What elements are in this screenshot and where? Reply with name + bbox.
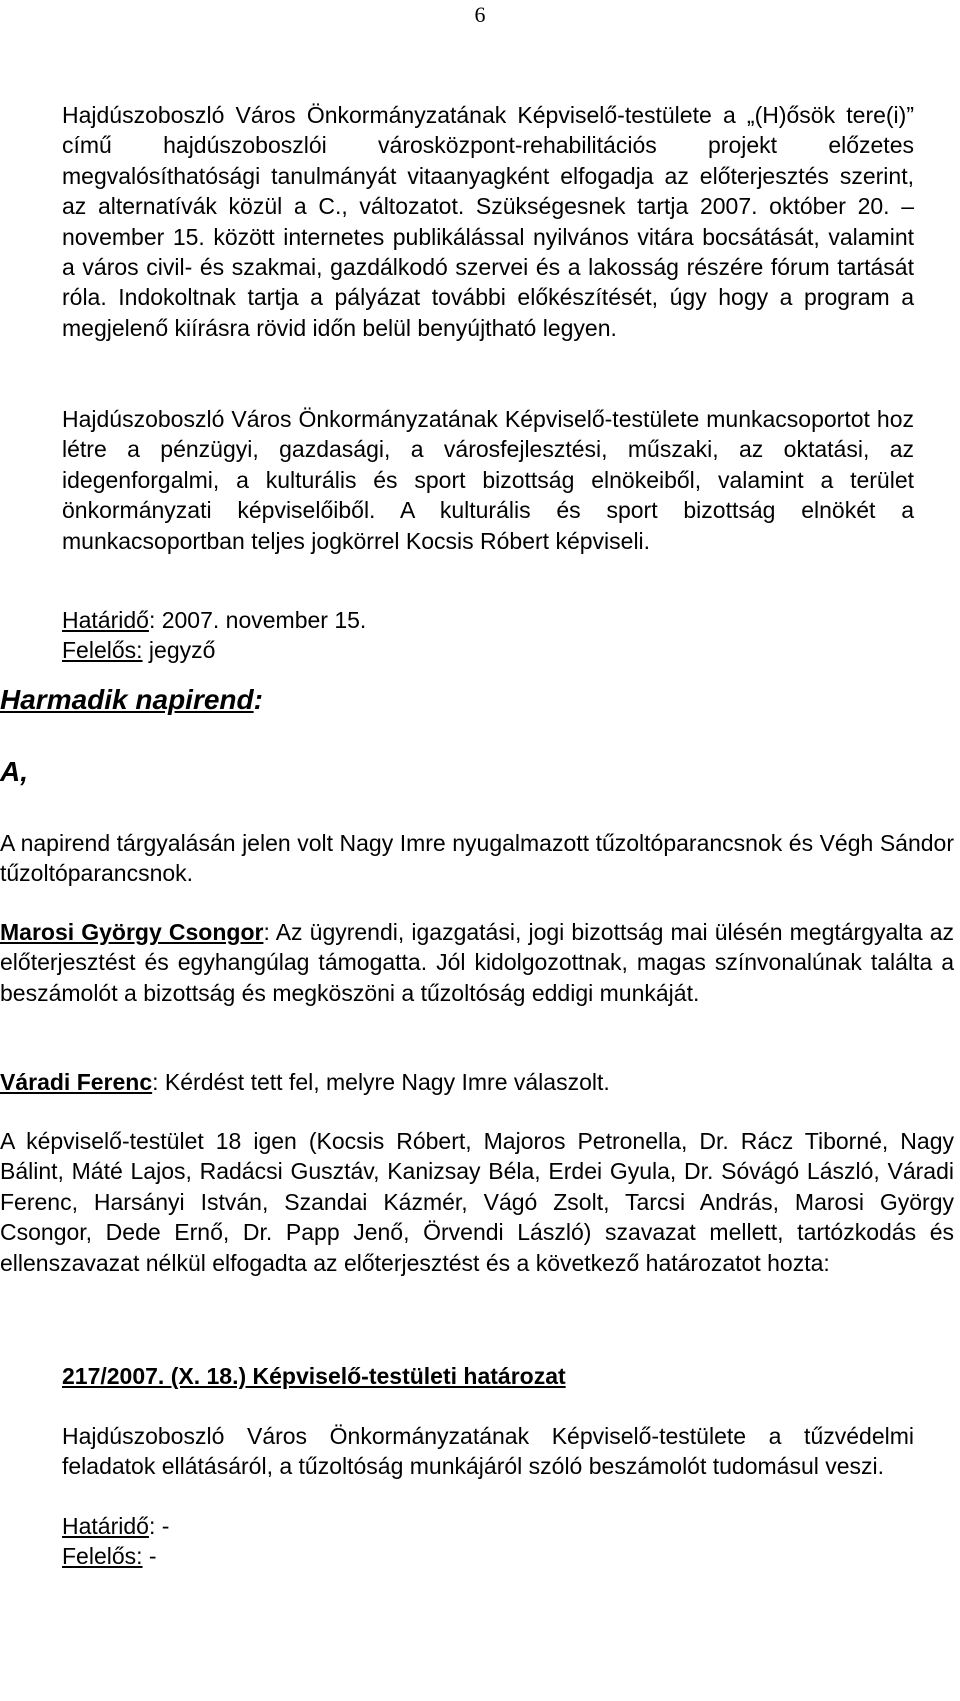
deadline-line <box>62 605 366 635</box>
section-subheading: A, <box>0 756 28 787</box>
present-paragraph: A napirend tárgyalásán jelen volt Nagy Imre nyugalmazott tűzoltóparancsnok és Végh Sándor tűzoltóparancsnok. <box>0 830 954 887</box>
deadline2-value: : - <box>148 1513 170 1539</box>
speaker2-text: : Kérdést tett fel, melyre Nagy Imre válaszolt. <box>152 1069 610 1095</box>
resolution-title: 217/2007. (X. 18.) Képviselő-testületi határozat <box>62 1363 566 1389</box>
deadline2-line <box>62 1511 169 1541</box>
responsible-label: Felelős: <box>62 637 143 663</box>
deadline-label: Határidő <box>62 607 149 633</box>
resolution-text-a: Hajdúszoboszló Város Önkormányzatának Képviselő-testülete a „(H)ősök tere(i)” című hajdúszoboszlói városközpont-rehabilitációs projekt előzetes megvalósíthatósági tanulmányát vitaanyagként elfogadja az előterjesztés szerint, az alternatívák közül a C., változatot. Szükségesnek tartja 2007. október 20. – november 15. között internetes publikálással nyilvános vitára bocsátását, valamint a város civil- és szakmai, gazdálkodó szervei és a lakosság részére fórum tartását róla. Indokoltnak tartja a pályázat további előkészítését, úgy hogy a program a megjelenő kiírásra rövid időn belül benyújtható legyen. <box>62 102 914 341</box>
page-number: 6 <box>474 2 486 27</box>
responsible2-line <box>62 1541 157 1571</box>
section-heading-suffix: : <box>253 684 263 715</box>
speaker1-text: : Az ügyrendi, igazgatási, jogi bizottság mai ülésén megtárgyalta az előterjesztést és egyhangúlag támogatta. Jól kidolgozottnak, magas színvonalúnak találta a beszámolót a bizottság és megköszöni a tűzoltóság eddigi munkáját. <box>0 919 955 1006</box>
section-heading-text: Harmadik napirend <box>0 684 254 715</box>
resolution-text-b: Hajdúszoboszló Város Önkormányzatának Képviselő-testülete munkacsoportot hoz létre a pénzügyi, gazdasági, a városfejlesztési, műszaki, az oktatási, az idegenforgalmi, a kulturális és sport bizottság elnökeiből, valamint a terület önkormányzati képviselőiből. A kulturális és sport bizottság elnökét a munkacsoportban teljes jogkörrel Kocsis Róbert képviseli. <box>62 406 914 554</box>
resolution2-text: Hajdúszoboszló Város Önkormányzatának Képviselő-testülete a tűzvédelmi feladatok ellátásáról, a tűzoltóság munkájáról szóló beszámolót tudomásul veszi. <box>62 1423 914 1480</box>
deadline-value: : 2007. november 15. <box>148 607 367 633</box>
responsible2-value: - <box>142 1543 157 1569</box>
speaker2-name: Váradi Ferenc <box>0 1069 153 1095</box>
responsible-value: jegyző <box>142 637 216 663</box>
responsible-line <box>62 635 215 665</box>
deadline2-label: Határidő <box>62 1513 149 1539</box>
vote-paragraph: A képviselő-testület 18 igen (Kocsis Róbert, Majoros Petronella, Dr. Rácz Tiborné, Nagy Bálint, Máté Lajos, Radácsi Gusztáv, Kanizsay Béla, Erdei Gyula, Dr. Sóvágó László, Váradi Ferenc, Harsányi István, Szandai Kázmér, Vágó Zsolt, Tarcsi András, Marosi György Csongor, Dede Ernő, Dr. Papp Jenő, Örvendi László) szavazat mellett, tartózkodás és ellenszavazat nélkül elfogadta az előterjesztést és a következő határozatot hozta: <box>0 1128 954 1276</box>
section-heading <box>0 684 263 716</box>
speaker2-paragraph <box>0 1067 954 1097</box>
speaker1-name: Marosi György Csongor <box>0 919 264 945</box>
responsible2-label: Felelős: <box>62 1543 143 1569</box>
speaker1-paragraph <box>0 917 954 1008</box>
